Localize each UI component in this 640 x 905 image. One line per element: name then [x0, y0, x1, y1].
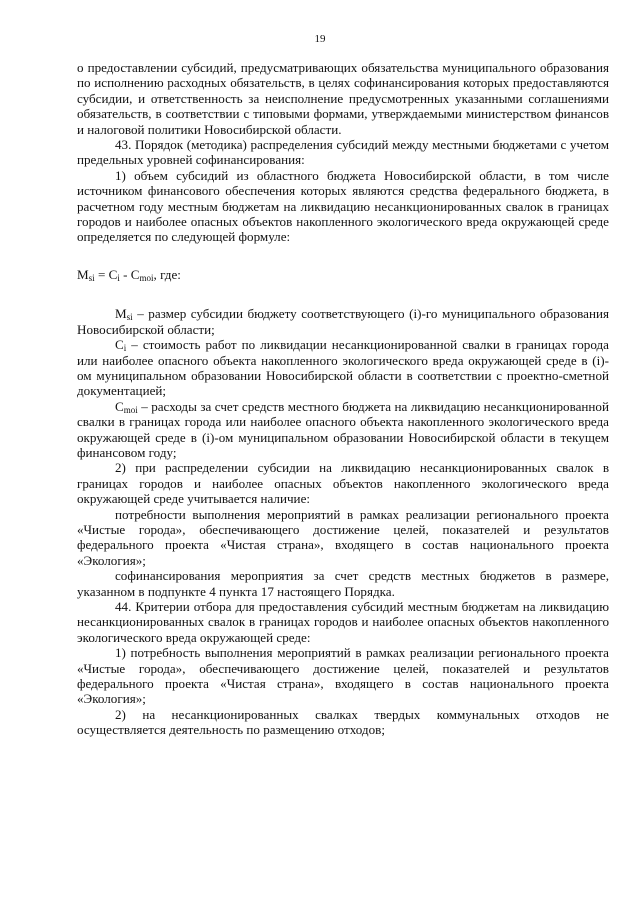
definition-ci — [77, 337, 609, 399]
paragraph-44-item-1: 1) потребность выполнения мероприятий в рамках реализации регионального проекта «Чистые города», обеспечивающего достижение целей, показателей и результатов федерального проекта «Чистая страна», входящего в состав национального проекта «Экология»; — [77, 645, 609, 707]
definition-symbol: C — [115, 337, 124, 353]
definition-subscript: i — [123, 343, 127, 354]
paragraph-44: 44. Критерии отбора для предоставления субсидий местным бюджетам на ликвидацию несанкционированных свалок в границах городов и наиболее опасных объектов накопленного экологического вреда окружающей среде: — [77, 599, 609, 645]
paragraph-43: 43. Порядок (методика) распределения субсидий между местными бюджетами с учетом предельных уровней софинансирования: — [77, 137, 609, 168]
subsidy-formula — [77, 267, 609, 282]
formula-cm-subscript: moi — [139, 272, 154, 283]
paragraph-43-item-2: 2) при распределении субсидии на ликвидацию несанкционированных свалок в границах городов и наиболее опасных объектов накопленного экологического вреда окружающей среде учитывается наличие: — [77, 460, 609, 507]
paragraph-need: потребности выполнения мероприятий в рамках реализации регионального проекта «Чистые города», обеспечивающего достижение целей, показателей и результатов федерального проекта «Чистая страна», входящего в состав национального проекта «Экология»; — [77, 506, 609, 568]
formula-cm-symbol: C — [130, 266, 140, 282]
definition-text: – стоимость работ по ликвидации несанкционированной свалки в границах города или наиболее опасного объекта накопленного экологического вреда окружающей среде в (i)-ом муниципальном образовании Новосибирской области в соответствии с проектно-сметной документацией; — [77, 337, 609, 399]
formula-where: , где: — [153, 266, 181, 282]
paragraph-43-item-1: 1) объем субсидий из областного бюджета Новосибирской области, в том числе источником финансового обеспечения которых являются средства федерального бюджета, в расчетном году местным бюджетам на ликвидацию несанкционированных свалок в границах городов и наиболее опасных объектов накопленного экологического вреда окружающей среде определяется по следующей формуле: — [77, 167, 609, 245]
definition-text: – размер субсидии бюджету соответствующего (i)-го муниципального образования Новосибирской области; — [77, 306, 609, 337]
formula-c-symbol: C — [108, 266, 118, 282]
definition-symbol: M — [115, 306, 127, 322]
formula-minus: - — [119, 266, 131, 282]
document-body — [77, 60, 609, 738]
formula-equals: = — [94, 266, 109, 282]
paragraph-cofinancing: софинансирования мероприятия за счет средств местных бюджетов в размере, указанном в подпункте 4 пункта 17 настоящего Порядка. — [77, 568, 609, 599]
formula-m-symbol: M — [77, 266, 89, 282]
page-number: 19 — [314, 33, 326, 45]
paragraph-44-item-2: 2) на несанкционированных свалках твердых коммунальных отходов не осуществляется деятельность по размещению отходов; — [77, 706, 609, 738]
definition-cmoi — [77, 399, 609, 461]
definition-subscript: moi — [123, 404, 138, 415]
definition-text: – расходы за счет средств местного бюджета на ликвидацию несанкционированной свалки в границах города или наиболее опасного объекта накопленного экологического вреда окружающей среде в (i)-ом муниципальном образовании Новосибирской области в текущем финансовом году; — [77, 398, 609, 460]
paragraph-continuation: о предоставлении субсидий, предусматривающих обязательства муниципального образования по исполнению расходных обязательств, в целях софинансирования которых предоставляются субсидии, и ответственность за неисполнение предусмотренных указанными соглашениями обязательств, в соответствии с типовыми формами, утверждаемыми министерством финансов и налоговой политики Новосибирской области. — [77, 60, 609, 137]
definition-symbol: C — [115, 398, 124, 414]
definition-msi — [77, 306, 609, 337]
formula-m-subscript: si — [88, 272, 95, 283]
formula-c-subscript: i — [117, 272, 120, 283]
definition-subscript: si — [126, 312, 133, 323]
